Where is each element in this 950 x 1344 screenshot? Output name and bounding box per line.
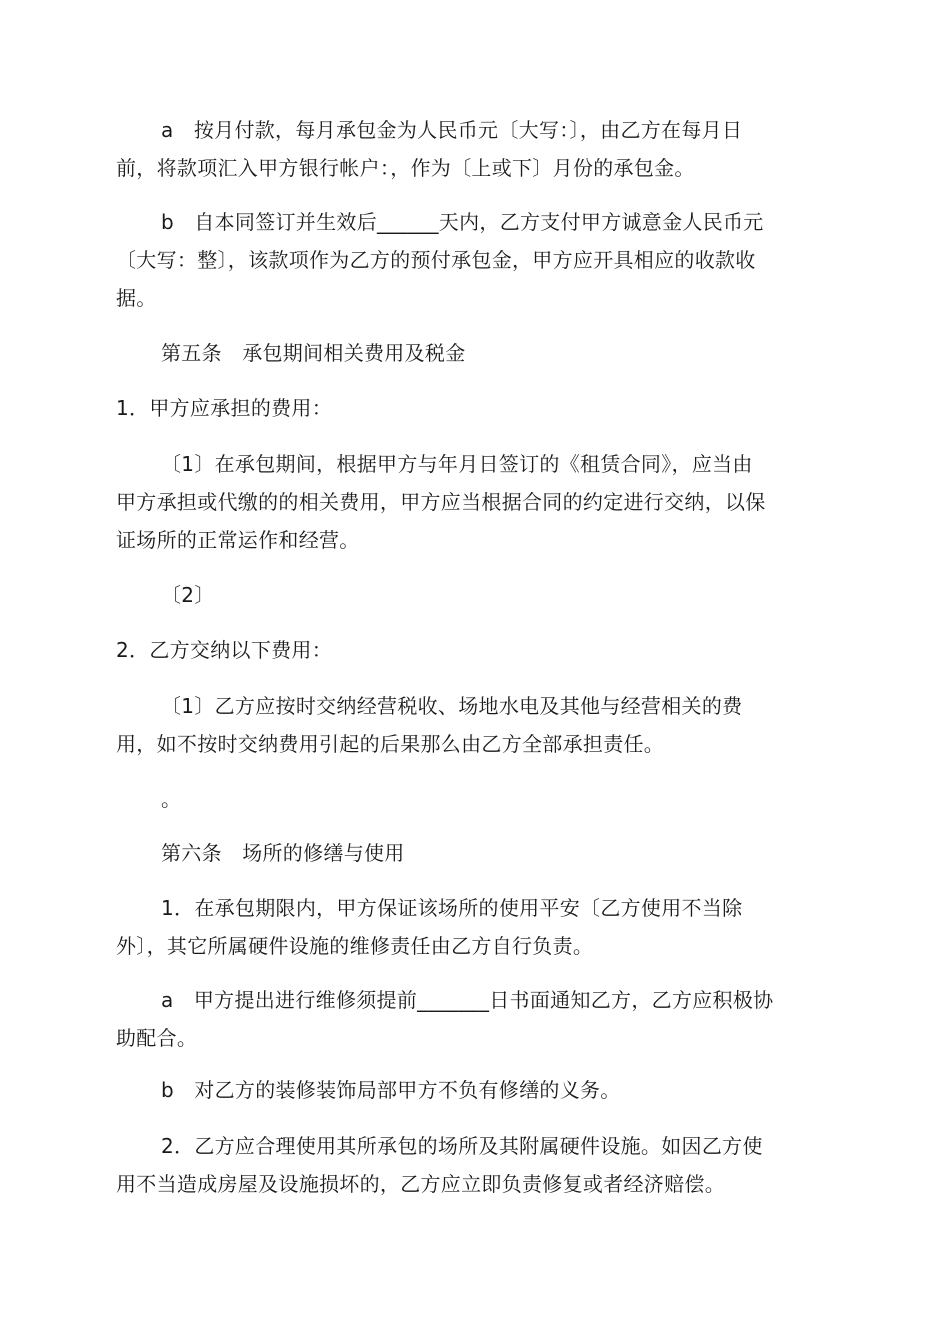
party-a-costs-item-2 xyxy=(116,576,836,614)
text-line: 2．乙方应合理使用其所承包的场所及其附属硬件设施。如因乙方使 xyxy=(161,1134,763,1158)
text-line: 1．在承包期限内，甲方保证该场所的使用平安〔乙方使用不当除 xyxy=(161,896,743,920)
text-line: 用不当造成房屋及设施损坏的，乙方应立即负责修复或者经济赔偿。 xyxy=(116,1172,725,1196)
text-line: 用，如不按时交纳费用引起的后果那么由乙方全部承担责任。 xyxy=(116,732,665,756)
text-line: 据。 xyxy=(116,286,157,310)
text-line: 第五条 承包期间相关费用及税金 xyxy=(161,341,466,365)
text-line: 第六条 场所的修缮与使用 xyxy=(161,841,405,865)
party-a-costs-item-1 xyxy=(116,445,836,559)
text-line: 甲方承担或代缴的的相关费用，甲方应当根据合同的约定进行交纳，以保 xyxy=(116,490,766,514)
period-line xyxy=(116,780,836,818)
text-line: 前，将款项汇入甲方银行帐户：，作为〔上或下〕月份的承包金。 xyxy=(116,156,695,180)
repair-clause-2 xyxy=(116,1127,836,1203)
repair-clause-1a xyxy=(116,981,836,1057)
repair-clause-1 xyxy=(116,889,836,965)
text-line: a 按月付款，每月承包金为人民币元〔大写：〕，由乙方在每月日 xyxy=(161,118,743,142)
payment-monthly-paragraph xyxy=(116,111,836,187)
text-line: b 自本同签订并生效后______天内，乙方支付甲方诚意金人民币元 xyxy=(161,210,764,234)
text-line: a 甲方提出进行维修须提前_______日书面通知乙方，乙方应积极协 xyxy=(161,988,774,1012)
text-line: 〔1〕在承包期间，根据甲方与年月日签订的《租赁合同》，应当由 xyxy=(161,452,753,476)
text-line: 。 xyxy=(161,787,182,811)
repair-clause-1b xyxy=(116,1071,836,1109)
text-line: 证场所的正常运作和经营。 xyxy=(116,528,360,552)
text-line: 〔2〕 xyxy=(161,583,215,607)
text-line: 1．甲方应承担的费用： xyxy=(116,396,333,420)
party-a-costs-heading xyxy=(116,389,836,427)
text-line: 外〕，其它所属硬件设施的维修责任由乙方自行负责。 xyxy=(116,934,594,958)
article-six-heading xyxy=(116,834,836,872)
party-b-costs-item-1 xyxy=(116,687,836,763)
text-line: 〔大写：整〕，该款项作为乙方的预付承包金，甲方应开具相应的收款收 xyxy=(116,248,756,272)
text-line: 2．乙方交纳以下费用： xyxy=(116,638,333,662)
text-line: b 对乙方的装修装饰局部甲方不负有修缮的义务。 xyxy=(161,1078,621,1102)
article-five-heading xyxy=(116,334,836,372)
deposit-paragraph xyxy=(116,203,836,317)
party-b-costs-heading xyxy=(116,631,836,669)
text-line: 助配合。 xyxy=(116,1026,198,1050)
text-line: 〔1〕乙方应按时交纳经营税收、场地水电及其他与经营相关的费 xyxy=(161,694,743,718)
